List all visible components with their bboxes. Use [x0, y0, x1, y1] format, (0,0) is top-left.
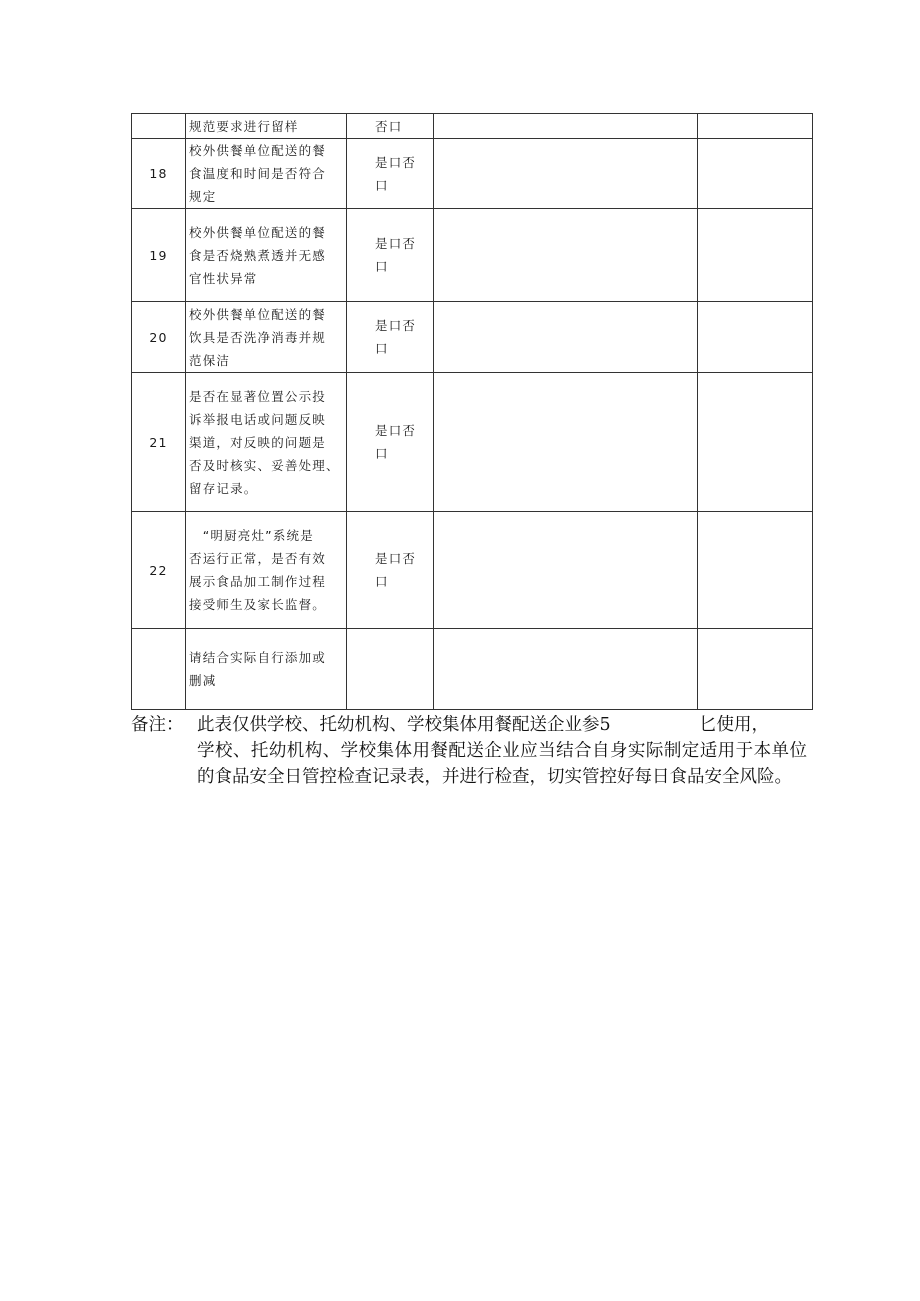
check-item-text: 校外供餐单位配送的餐 [189, 143, 327, 158]
check-item-text: 校外供餐单位配送的餐 [189, 306, 327, 322]
row-number-cell: 20 [132, 302, 186, 373]
table-row [132, 139, 813, 209]
check-item-text: 展示食品加工制作过程 [189, 574, 327, 589]
check-item-cell [186, 373, 347, 512]
table-row [132, 209, 813, 302]
remark-continuation: 学校、托幼机构、学校集体用餐配送企业应当结合自身实际制定适用于本单位的食品安全日管控检查记录表，并进行检查，切实管控好每日食品安全风险。 [197, 741, 807, 787]
result-option-text: 口 [375, 259, 389, 274]
check-item-text: 官性状异常 [189, 270, 258, 286]
table-row [132, 302, 813, 373]
record-cell[interactable] [434, 209, 698, 302]
result-option-text: 口 [375, 341, 389, 356]
result-checkbox-cell[interactable] [347, 629, 434, 710]
result-option-text: 口 [375, 177, 389, 193]
remark-cell[interactable] [698, 302, 813, 373]
record-cell[interactable] [434, 512, 698, 629]
result-checkbox-cell[interactable] [347, 209, 434, 302]
row-number-cell: 19 [132, 209, 186, 302]
check-item-text: 留存记录。 [189, 480, 258, 496]
result-option-text: 口 [375, 574, 389, 589]
check-item-text: “明厨亮灶”系统是 [189, 528, 314, 543]
check-item-text: 食是否烧熟煮透并无感 [189, 247, 327, 263]
remark-text-part2: 匕使用， [699, 715, 769, 735]
remark-cell[interactable] [698, 209, 813, 302]
check-item-text: 接受师生及家长监督。 [189, 597, 327, 612]
row-number-cell: 22 [132, 512, 186, 629]
table-row [132, 512, 813, 629]
remark-first-line [131, 712, 821, 738]
row-number-cell [132, 114, 186, 139]
result-option-text: 是口否 [375, 423, 417, 438]
result-checkbox-cell[interactable] [347, 302, 434, 373]
table-row [132, 629, 813, 710]
record-cell[interactable] [434, 302, 698, 373]
check-item-text: 渠道，对反映的问题是 [189, 434, 327, 450]
record-cell[interactable] [434, 139, 698, 209]
remark-cell[interactable] [698, 629, 813, 710]
check-item-text: 规范要求进行留样 [189, 118, 299, 134]
table-row [132, 373, 813, 512]
record-cell[interactable] [434, 373, 698, 512]
result-option-text: 是口否 [375, 551, 417, 566]
row-number-cell: 21 [132, 373, 186, 512]
result-option-text: 口 [375, 446, 389, 461]
check-item-text: 规定 [189, 189, 217, 204]
result-option-text: 是口否 [375, 154, 417, 170]
row-number-cell: 18 [132, 139, 186, 209]
check-item-text: 饮具是否洗净消毒并规 [189, 329, 327, 345]
check-item-text: 食温度和时间是否符合 [189, 166, 327, 181]
remark-label: 备注： [131, 715, 184, 735]
check-item-cell [186, 302, 347, 373]
remark-text-part1: 此表仅供学校、托幼机构、学校集体用餐配送企业参5 [197, 715, 611, 735]
check-item-cell [186, 629, 347, 710]
inspection-table-body [132, 114, 813, 710]
check-item-cell [186, 209, 347, 302]
check-item-cell [186, 512, 347, 629]
record-cell[interactable] [434, 629, 698, 710]
remark-cell[interactable] [698, 512, 813, 629]
inspection-table [131, 113, 813, 710]
table-row [132, 114, 813, 139]
check-item-text: 校外供餐单位配送的餐 [189, 224, 327, 240]
check-item-text: 删减 [189, 673, 217, 688]
result-checkbox-cell[interactable] [347, 512, 434, 629]
check-item-text: 否及时核实、妥善处理、 [189, 457, 340, 473]
check-item-text: 否运行正常，是否有效 [189, 551, 327, 566]
result-checkbox-cell[interactable] [347, 114, 434, 139]
check-item-text: 诉举报电话或问题反映 [189, 411, 327, 427]
result-checkbox-cell[interactable] [347, 139, 434, 209]
check-item-text: 范保洁 [189, 352, 231, 368]
remark-cell[interactable] [698, 114, 813, 139]
check-item-cell [186, 139, 347, 209]
result-option-text: 是口否 [375, 236, 417, 251]
remark-note [131, 712, 821, 790]
result-option-text: 否口 [375, 118, 403, 134]
result-option-text: 是口否 [375, 318, 417, 333]
result-checkbox-cell[interactable] [347, 373, 434, 512]
remark-cell[interactable] [698, 373, 813, 512]
check-item-cell [186, 114, 347, 139]
remark-cell[interactable] [698, 139, 813, 209]
record-cell[interactable] [434, 114, 698, 139]
check-item-text: 是否在显著位置公示投 [189, 388, 327, 404]
row-number-cell [132, 629, 186, 710]
check-item-text: 请结合实际自行添加或 [189, 650, 327, 665]
